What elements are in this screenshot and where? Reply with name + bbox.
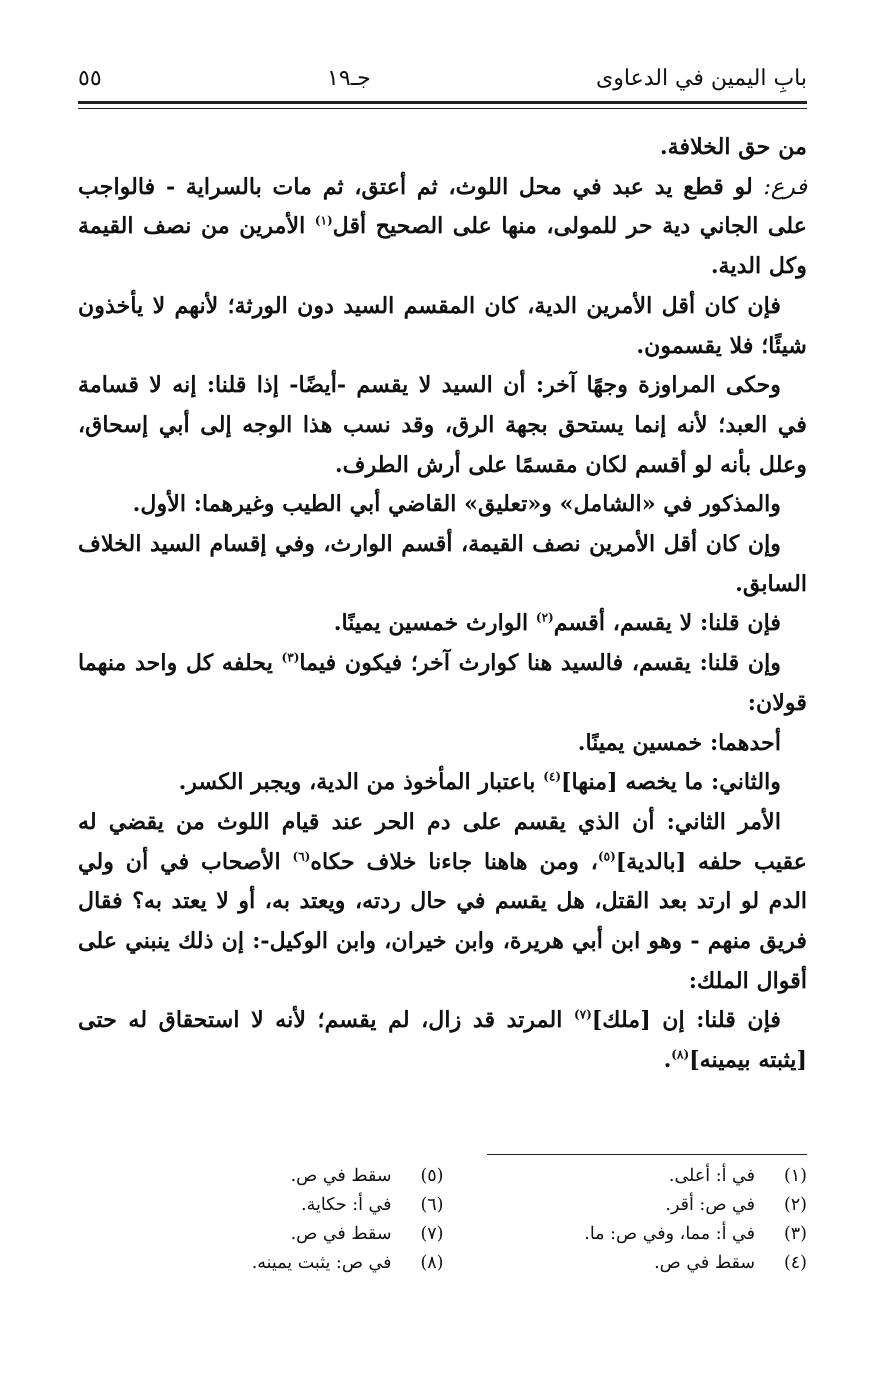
main-text [78, 128, 807, 1081]
footnote-ref: (٤) [543, 769, 562, 784]
footnote-ref: (٦) [292, 849, 311, 864]
footnote-ref: (٧) [573, 1008, 592, 1023]
chapter-title: بابِ اليمين في الدعاوى [596, 65, 807, 91]
footnote: (٤) سقط في ص. [654, 1253, 807, 1273]
running-header [78, 58, 807, 98]
paragraph: والثاني: ما يخصه [منها]$^{(٤)}$ باعتبار المأخوذ من الدية، ويجبر الكسر. [178, 769, 781, 796]
paragraph: فإن كان أقل الأمرين الدية، كان المقسم السيد دون الورثة؛ لأنهم لا يأخذون شيئًا؛ فلا يقسمون. [78, 292, 807, 359]
paragraph: فإن قلنا: إن [ملك]$^{(٧)}$ المرتد قد زال، لم يقسم؛ لأنه لا استحقاق له حتى [يثبته بيمينه]$^{(٨)}$. [78, 1007, 807, 1074]
paragraph: الأمر الثاني: أن الذي يقسم على دم الحر عند قيام اللوث من يقضي له عقيب حلفه [بالدية]$^{(٥)}$، ومن هاهنا جاءنا خلاف حكاه$^{(٦)}$ الأصحاب في أن ولي الدم لو ارتد بعد القتل، هل يقسم في حال ردته، ويعتد به، أو لا يعتد به؟ فقال فريق منهم - وهو ابن أبي هريرة، وابن خيران، وابن الوكيل-: إن ذلك ينبني على أقوال الملك: [78, 808, 807, 994]
footnotes-left-column [150, 1162, 444, 1278]
paragraph: أحدهما: خمسين يمينًا. [577, 729, 781, 756]
footnote: (٢) في ص: أقر. [665, 1195, 807, 1215]
paragraph: والمذكور في «الشامل» و«تعليق» القاضي أبي الطيب وغيرهما: الأول. [132, 491, 781, 518]
footnote-ref: (١) [314, 214, 333, 229]
footnotes-right-column [514, 1162, 808, 1278]
paragraph: من حق الخلافة. [659, 134, 807, 160]
footnote-ref: (٨) [671, 1047, 690, 1062]
footnote-ref: (٣) [281, 650, 300, 665]
footnote: (٧) سقط في ص. [290, 1224, 444, 1244]
paragraph: فرع: لو قطع يد عبد في محل اللوث، ثم أعتق، ثم مات بالسراية - فالواجب على الجاني دية حر للمولى، منها على الصحيح أقل$^{(١)}$ الأمرين من نصف القيمة وكل الدية. [78, 173, 807, 280]
footnote: (٨) في ص: يثبت يمينه. [251, 1253, 444, 1273]
footnote-ref: (٥) [597, 849, 616, 864]
paragraph: وإن كان أقل الأمرين نصف القيمة، أقسم الوارث، وفي إقسام السيد الخلاف السابق. [78, 531, 807, 597]
footnotes [150, 1162, 807, 1278]
section-lead: فرع: [763, 173, 807, 200]
footnote: (٣) في أ: مما، وفي ص: ما. [584, 1224, 807, 1244]
paragraph: فإن قلنا: لا يقسم، أقسم$^{(٢)}$ الوارث خمسين يمينًا. [333, 610, 781, 637]
paragraph: وإن قلنا: يقسم، فالسيد هنا كوارث آخر؛ فيكون فيما$^{(٣)}$ يحلفه كل واحد منهما قولان: [78, 650, 807, 716]
paragraph: وحكى المراوزة وجهًا آخر: أن السيد لا يقسم -أيضًا- إذا قلنا: إنه لا قسامة في العبد؛ لأنه إنما يستحق بجهة الرق، وقد نسب هذا الوجه إلى أبي إسحاق، وعلل بأنه لو أقسم لكان مقسمًا على أرش الطرف. [78, 372, 807, 478]
page-number: ٥٥ [78, 65, 102, 91]
footnote-separator [487, 1154, 807, 1155]
footnote: (٥) سقط في ص. [290, 1166, 444, 1186]
footnote: (٦) في أ: حكاية. [301, 1195, 444, 1215]
header-rule-thick [78, 101, 807, 104]
header-rule-thin [78, 108, 807, 109]
footnote-ref: (٢) [535, 611, 554, 626]
footnote: (١) في أ: أعلى. [668, 1166, 807, 1186]
volume-label: جـ١٩ [327, 65, 371, 91]
